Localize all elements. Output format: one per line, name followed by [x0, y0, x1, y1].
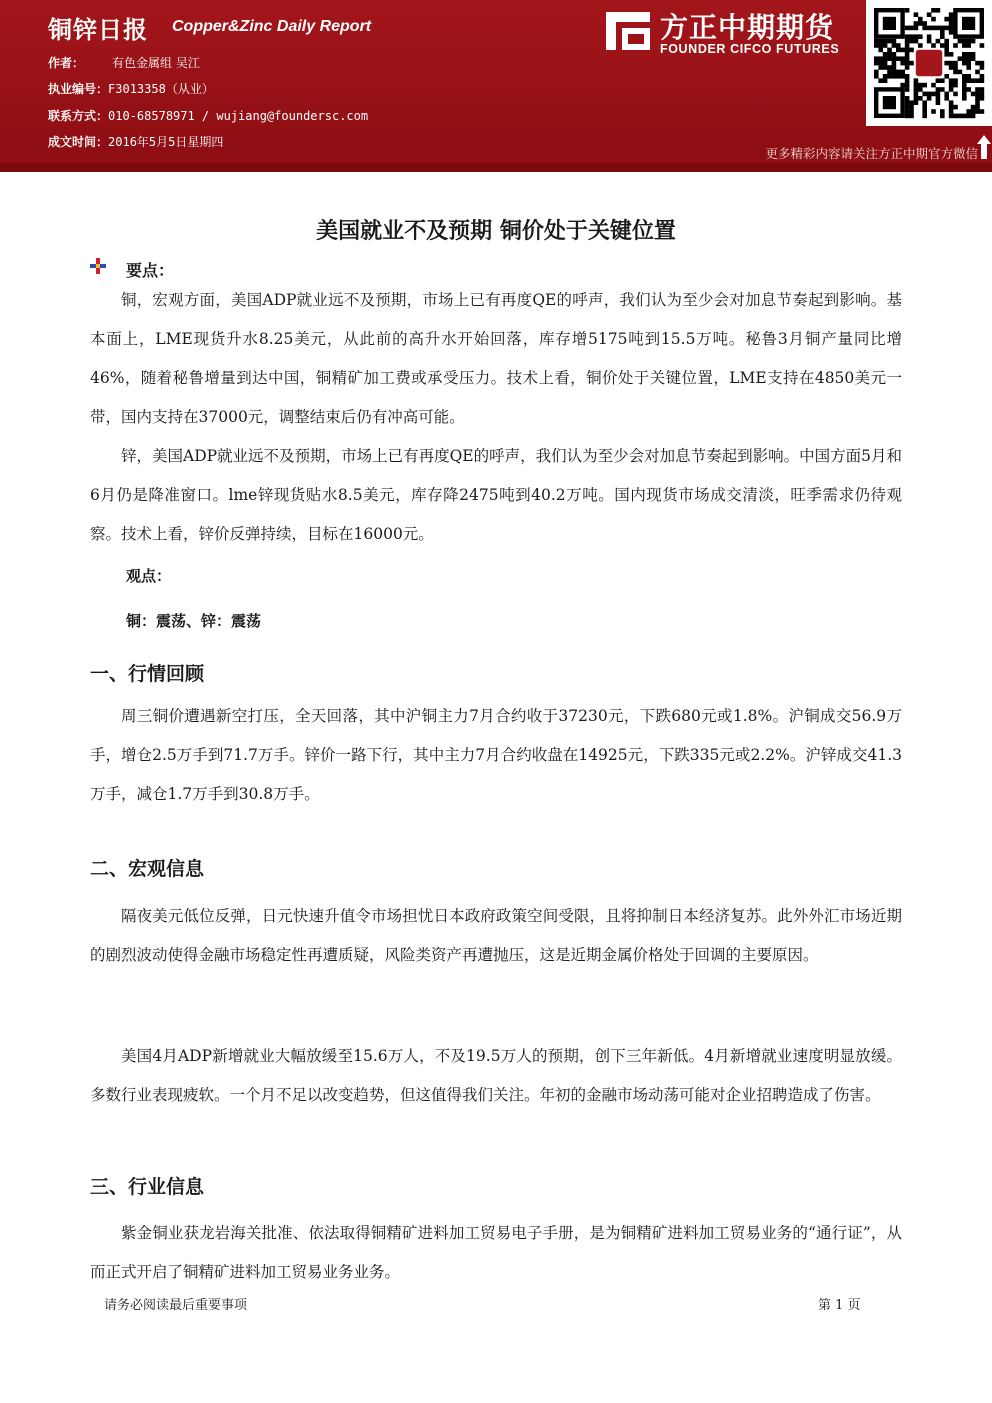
document-title: 美国就业不及预期 铜价处于关键位置 — [316, 219, 676, 244]
author-row — [48, 54, 200, 71]
license-value: F3013358（从业） — [108, 82, 214, 96]
company-name-en: FOUNDER CIFCO FUTURES — [660, 42, 840, 56]
section-heading-industry: 三、行业信息 — [90, 1176, 205, 1198]
view-value: 铜：震荡、锌：震荡 — [126, 612, 262, 630]
bullet-icon — [90, 258, 106, 274]
author-value: 有色金属组 吴江 — [112, 56, 200, 70]
key-points-title: 要点： — [126, 261, 175, 280]
report-header — [0, 0, 992, 172]
key-point-copper: 铜，宏观方面，美国ADP就业远不及预期，市场上已有再度QE的呼声，我们认为至少会对加息节奏起到影响。基本面上，LME现货升水8.25美元，从此前的高升水开始回落，库存增5175吨到15.5万吨。秘鲁3月铜产量同比增46%，随着秘鲁增量到达中国，铜精矿加工费或承受压力。技术上看，铜价处于关键位置，LME支持在4850美元一带，国内支持在37000元，调整结束后仍有冲高可能。 — [90, 291, 902, 426]
license-row — [48, 80, 214, 97]
section-paragraph: 美国4月ADP新增就业大幅放缓至15.6万人，不及19.5万人的预期，创下三年新低。4月新增就业速度明显放缓。多数行业表现疲软。一个月不足以改变趋势，但这值得我们关注。年初的金融市场动荡可能对企业招聘造成了伤害。 — [90, 1047, 902, 1104]
section-heading-macro: 二、宏观信息 — [90, 858, 205, 880]
header-divider — [0, 163, 992, 172]
report-name: 铜锌日报 — [48, 16, 148, 44]
key-point-zinc: 锌，美国ADP就业远不及预期，市场上已有再度QE的呼声，我们认为至少会对加息节奏起到影响。中国方面5月和6月仍是降准窗口。lme锌现货贴水8.5美元，库存降2475吨到40.2万吨。国内现货市场成交清淡，旺季需求仍待观察。技术上看，锌价反弹持续，目标在16000元。 — [90, 447, 902, 543]
wechat-qr-code — [866, 0, 992, 126]
footer-disclaimer: 请务必阅读最后重要事项 — [104, 1298, 248, 1313]
founder-logo-icon — [604, 10, 652, 52]
report-name-en: Copper&Zinc Daily Report — [172, 18, 372, 35]
author-label: 作者： — [48, 56, 85, 70]
section-paragraph: 紫金铜业获龙岩海关批准、依法取得铜精矿进料加工贸易电子手册，是为铜精矿进料加工贸易业务的“通行证”，从而正式开启了铜精矿进料加工贸易业务业务。 — [90, 1224, 902, 1281]
contact-label: 联系方式： — [48, 109, 109, 123]
company-name: 方正中期期货 — [660, 11, 835, 44]
page-number: 第 1 页 — [818, 1298, 861, 1313]
section-heading-review: 一、行情回顾 — [90, 663, 205, 685]
date-row — [48, 133, 223, 150]
date-label: 成文时间： — [48, 135, 109, 149]
section-paragraph: 隔夜美元低位反弹，日元快速升值令市场担忧日本政府政策空间受限，且将抑制日本经济复苏。此外外汇市场近期的剧烈波动使得金融市场稳定性再遭质疑，风险类资产再遭抛压，这是近期金属价格处于回调的主要原因。 — [90, 907, 902, 964]
section-paragraph: 周三铜价遭遇新空打压，全天回落，其中沪铜主力7月合约收于37230元，下跌680元或1.8%。沪铜成交56.9万手，增仓2.5万手到71.7万手。锌价一路下行，其中主力7月合约收盘在14925元，下跌335元或2.2%。沪锌成交41.3万手，减仓1.7万手到30.8万手。 — [90, 707, 902, 803]
date-value: 2016年5月5日星期四 — [108, 135, 224, 149]
contact-value[interactable]: 010-68578971 / wujiang@foundersc.com — [108, 109, 369, 123]
contact-row — [48, 107, 368, 124]
license-label: 执业编号： — [48, 82, 109, 96]
view-label: 观点： — [126, 567, 172, 585]
wechat-note: 更多精彩内容请关注方正中期官方微信 — [765, 146, 978, 161]
arrow-up-icon — [976, 134, 992, 160]
